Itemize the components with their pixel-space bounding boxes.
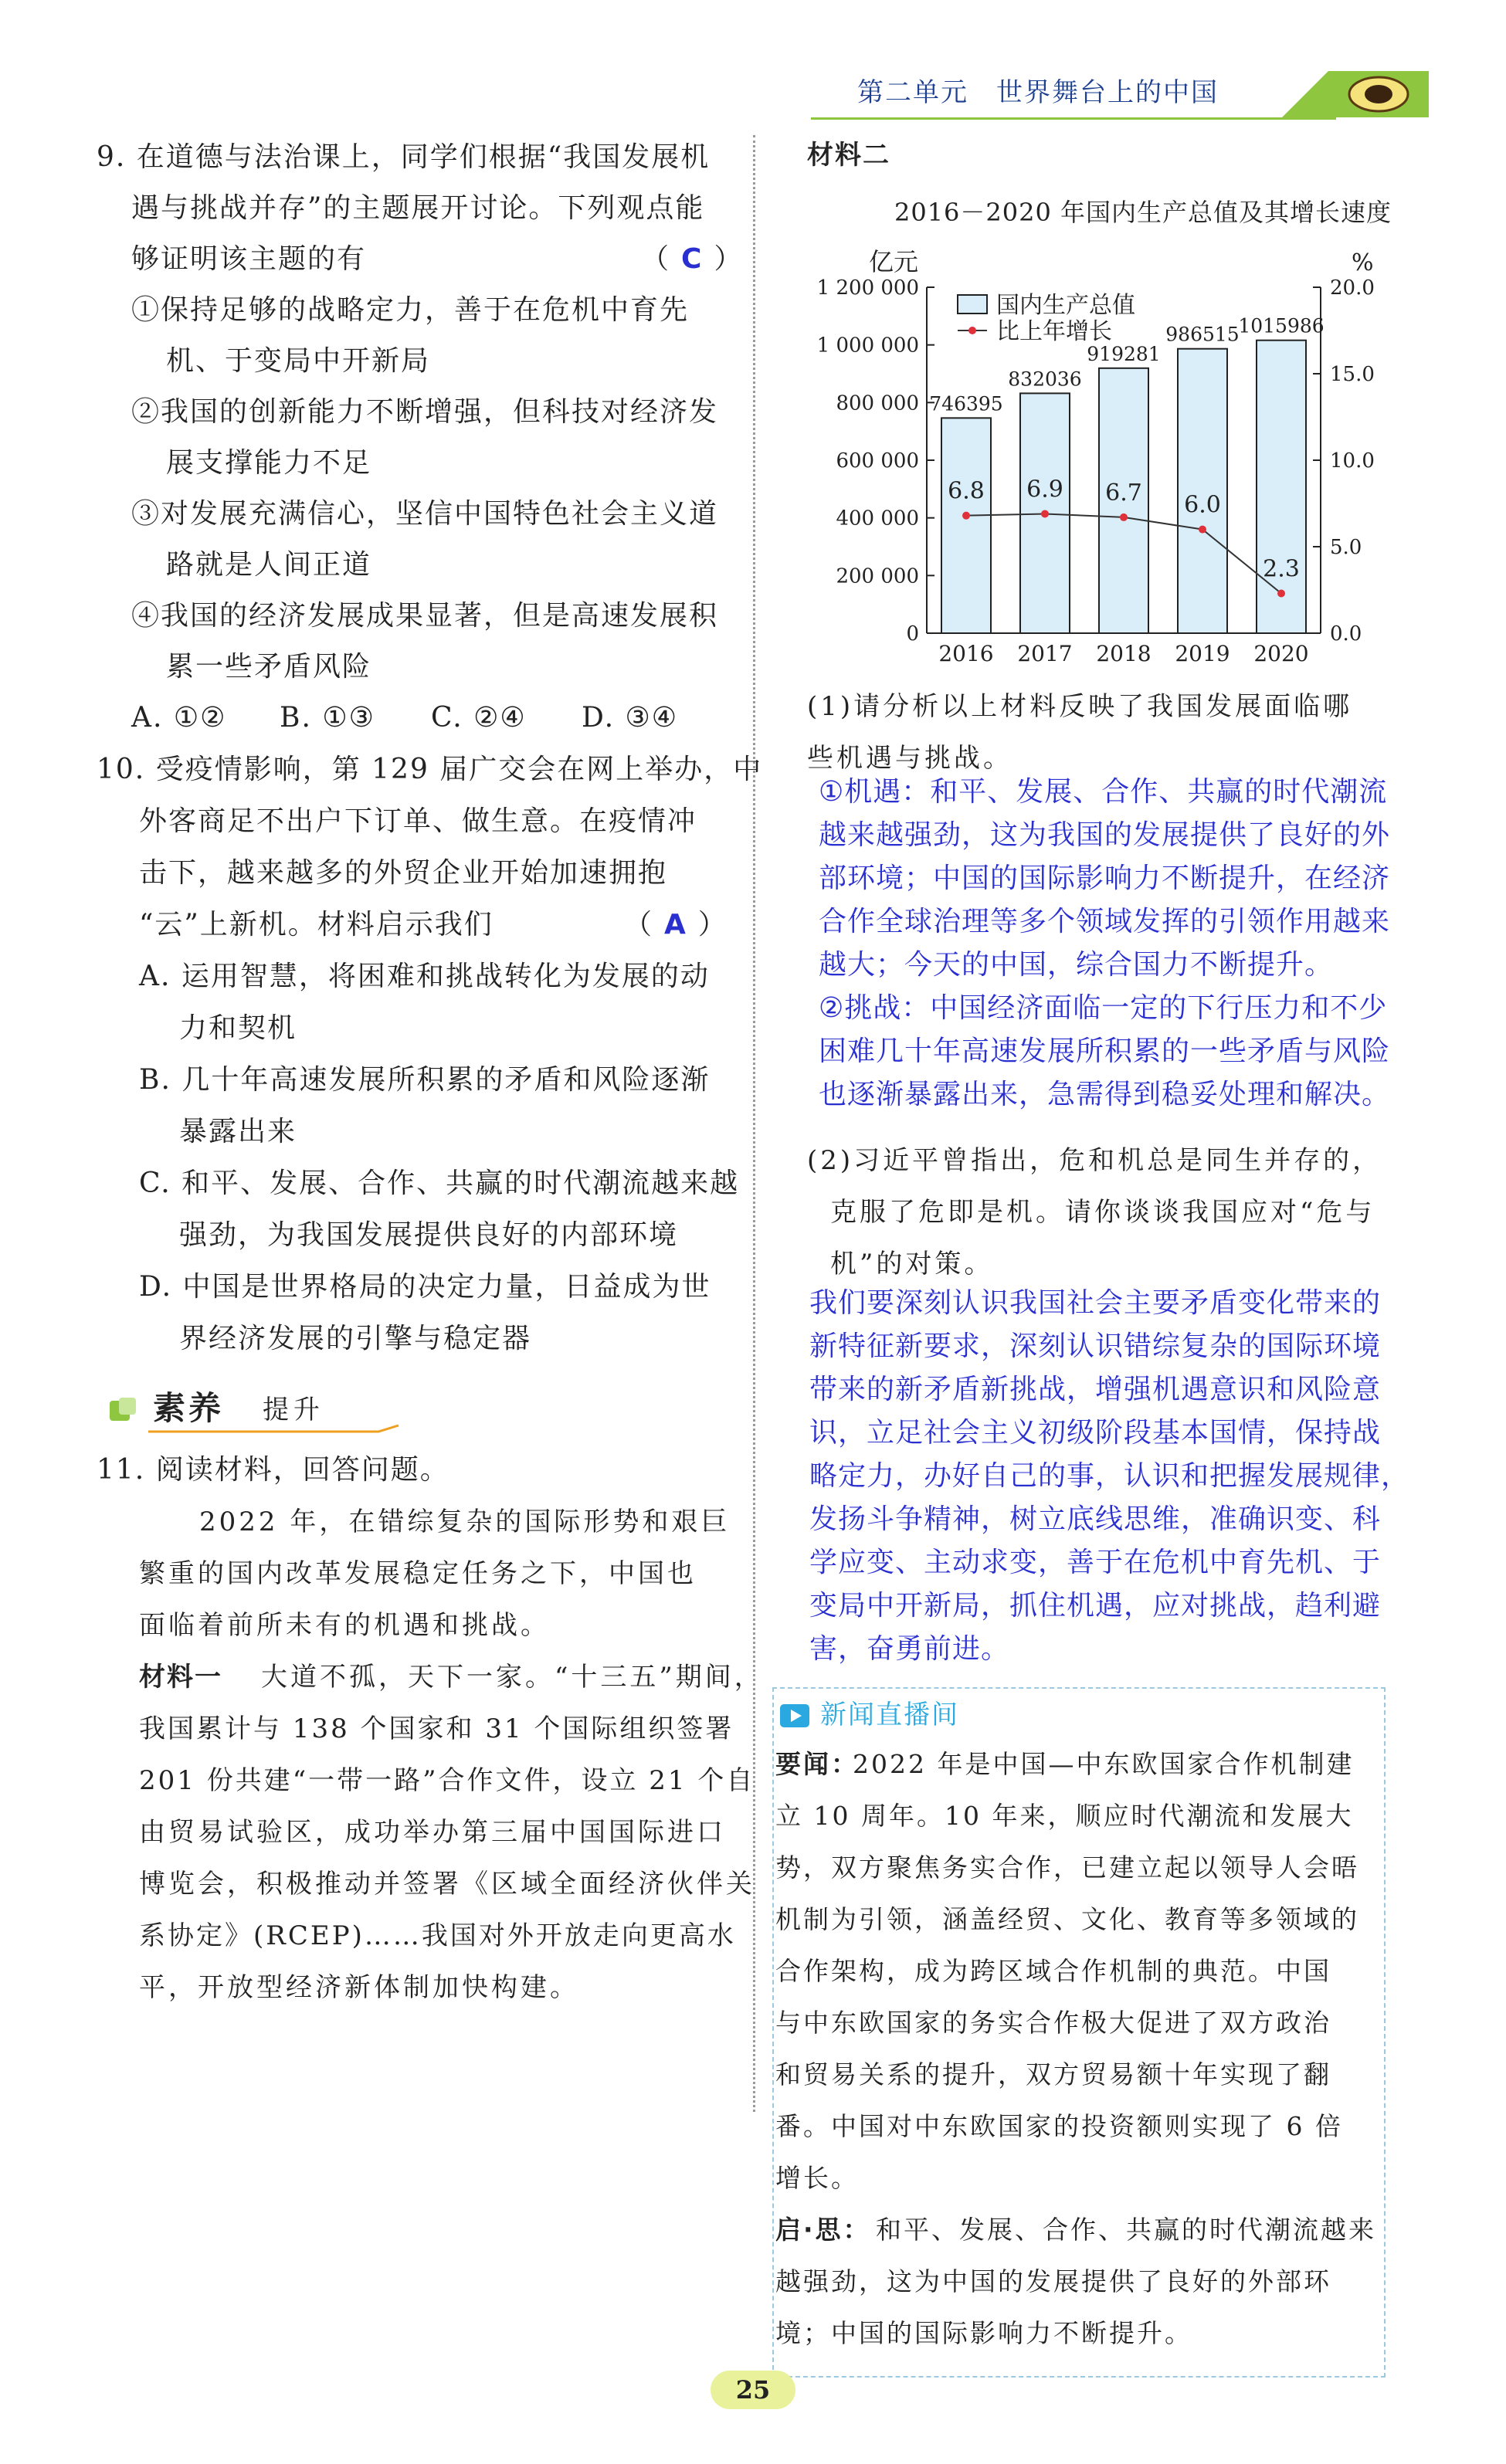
chart-svg	[795, 193, 1460, 687]
material1-line: 博览会，积极推动并签署《区域全面经济伙伴关	[139, 1869, 755, 1900]
header-rule	[811, 117, 1336, 120]
q11-passage: 2022 年，在错综复杂的国际形势和艰巨	[199, 1507, 731, 1537]
gdp-bar	[941, 418, 991, 633]
answer2-line: 略定力，办好自己的事，认识和把握发展规律，	[809, 1460, 1410, 1492]
left-tick-label: 0	[906, 622, 919, 646]
right-tick-label: 20.0	[1330, 276, 1375, 300]
q9-item: ①保持足够的战略定力，善于在危机中育先	[131, 294, 690, 326]
news-line: 与中东欧国家的务实合作极大促进了双方政治	[775, 2008, 1331, 2038]
material1-line: 平，开放型经济新体制加快构建。	[139, 1972, 579, 2003]
news-line: 增长。	[775, 2163, 859, 2193]
gdp-bar-label: 1015986	[1238, 314, 1325, 337]
material2-label: 材料二	[807, 140, 890, 171]
right-axis-unit: %	[1352, 249, 1374, 276]
growth-point	[1041, 510, 1049, 517]
section-title: 素养	[153, 1389, 225, 1427]
answer1-line: ②挑战：中国经济面临一定的下行压力和不少	[819, 992, 1388, 1024]
section-heading	[108, 1382, 402, 1436]
q10-option: C. 和平、发展、合作、共赢的时代潮流越来越	[139, 1168, 740, 1199]
news-play-icon	[780, 1703, 811, 1729]
right-tick-label: 10.0	[1330, 449, 1375, 473]
gdp-chart	[795, 193, 1460, 687]
q10-answer-bracket: （ A ）	[624, 909, 728, 941]
gdp-bar-label: 746395	[929, 392, 1003, 415]
sub1-line: 些机遇与挑战。	[807, 743, 1012, 774]
news-line: 番。中国对中东欧国家的投资额则实现了 6 倍	[775, 2111, 1343, 2141]
q9-answer: C	[681, 243, 704, 275]
x-tick-label: 2017	[1017, 641, 1073, 666]
column-divider	[753, 135, 755, 2112]
right-tick-label: 15.0	[1330, 363, 1375, 386]
sub1-line: (1)请分析以上材料反映了我国发展面临哪	[807, 691, 1353, 722]
material1-label: 材料一	[139, 1662, 222, 1693]
q9-item: 展支撑能力不足	[166, 447, 372, 479]
growth-point	[1199, 526, 1206, 534]
gdp-bar-label: 986515	[1165, 323, 1240, 346]
gdp-bar	[1257, 341, 1306, 633]
answer2-line: 学应变、主动求变，善于在危机中育先机、于	[809, 1547, 1382, 1578]
q9-option: D. ③④	[582, 702, 679, 734]
q10-line: 外客商足不出户下订单、做生意。在疫情冲	[139, 805, 697, 837]
q9-item: ③对发展充满信心，坚信中国特色社会主义道	[131, 498, 719, 530]
q9-item: ④我国的经济发展成果显著，但是高速发展积	[131, 600, 719, 632]
news-label-reflection: 启·思：	[775, 2215, 871, 2245]
section-underline	[147, 1424, 402, 1436]
x-tick-label: 2020	[1253, 641, 1309, 666]
right-tick-label: 0.0	[1330, 622, 1362, 646]
left-tick-label: 1 000 000	[816, 334, 919, 358]
q10-option: 界经济发展的引擎与稳定器	[179, 1323, 532, 1354]
section-leaf-icon	[108, 1396, 139, 1424]
q9-option: A. ①②	[131, 702, 227, 734]
news-box	[772, 1687, 1386, 2378]
answer1-line: ①机遇：和平、发展、合作、共赢的时代潮流	[819, 776, 1388, 808]
q9-line: 遇与挑战并存”的主题展开讨论。下列观点能	[131, 192, 705, 224]
header-title: 第二单元 世界舞台上的中国	[857, 77, 1219, 108]
left-tick-label: 200 000	[836, 564, 919, 588]
q10-option: 暴露出来	[179, 1116, 297, 1147]
news-line: 和平、发展、合作、共赢的时代潮流越来	[876, 2215, 1376, 2245]
news-line: 合作架构，成为跨区域合作机制的典范。中国	[775, 1956, 1331, 1986]
answer1-line: 困难几十年高速发展所积累的一些矛盾与风险	[819, 1035, 1391, 1067]
news-line: 势，双方聚焦务实合作，已建立起以领导人会晤	[775, 1852, 1359, 1883]
material1-line: 系协定》(RCEP)……我国对外开放走向更高水	[139, 1920, 736, 1951]
news-line: 和贸易关系的提升，双方贸易额十年实现了翻	[775, 2059, 1331, 2089]
x-tick-label: 2019	[1175, 641, 1230, 666]
news-title: 新闻直播间	[820, 1700, 959, 1730]
answer2-line: 害，奋勇前进。	[809, 1633, 1010, 1665]
q10-option: A. 运用智慧，将困难和挑战转化为发展的动	[139, 961, 710, 992]
sub2-line: 机”的对策。	[830, 1249, 994, 1279]
q9-item: 机、于变局中开新局	[166, 345, 431, 377]
growth-label: 6.9	[1026, 476, 1063, 503]
answer2-line: 变局中开新局，抓住机遇，应对挑战，趋利避	[809, 1590, 1382, 1622]
q9-line: 9. 在道德与法治课上，同学们根据“我国发展机	[97, 141, 711, 173]
news-line: 境；中国的国际影响力不断提升。	[775, 2318, 1192, 2348]
chart-title: 2016－2020 年国内生产总值及其增长速度	[894, 198, 1392, 227]
growth-label: 6.0	[1184, 491, 1221, 519]
growth-point	[962, 512, 970, 520]
q10-option: D. 中国是世界格局的决定力量，日益成为世	[139, 1271, 711, 1303]
left-tick-label: 1 200 000	[816, 276, 919, 300]
q9-item: 累一些矛盾风险	[166, 651, 372, 683]
material1-line: 大道不孤，天下一家。“十三五”期间，	[261, 1662, 764, 1693]
answer2-line: 新特征新要求，深刻认识错综复杂的国际环境	[809, 1330, 1382, 1362]
answer2-line: 识，立足社会主义初级阶段基本国情，保持战	[809, 1417, 1382, 1449]
answer1-line: 也逐渐暴露出来，急需得到稳妥处理和解决。	[819, 1079, 1391, 1110]
growth-label: 6.8	[948, 477, 985, 505]
growth-point	[1120, 513, 1128, 521]
header-bar	[811, 68, 1367, 119]
q10-line: “云”上新机。材料启示我们	[139, 909, 494, 941]
gdp-bar-label: 919281	[1087, 342, 1161, 365]
growth-label: 2.3	[1263, 555, 1300, 583]
q10-option: 强劲，为我国发展提供良好的内部环境	[179, 1219, 679, 1251]
answer2-line: 带来的新矛盾新挑战，增强机遇意识和风险意	[809, 1374, 1382, 1405]
news-line: 立 10 周年。10 年来，顺应时代潮流和发展大	[775, 1801, 1354, 1831]
left-axis-unit: 亿元	[869, 247, 919, 276]
q10-line: 击下，越来越多的外贸企业开始加速拥抱	[139, 857, 668, 889]
material1-line: 由贸易试验区，成功举办第三届中国国际进口	[139, 1817, 726, 1848]
q9-answer-bracket: （ C ）	[641, 243, 744, 275]
news-line: 机制为引领，涵盖经贸、文化、教育等多领域的	[775, 1904, 1359, 1934]
news-title-bar	[780, 1695, 1012, 1735]
legend-bar-swatch	[958, 295, 987, 314]
q11-passage: 繁重的国内改革发展稳定任务之下，中国也	[139, 1558, 697, 1589]
gdp-bar-label: 832036	[1008, 368, 1082, 391]
sub2-line: 克服了危即是机。请你谈谈我国应对“危与	[830, 1197, 1375, 1228]
q9-option: C. ②④	[431, 702, 527, 734]
right-tick-label: 5.0	[1330, 536, 1362, 559]
section-subtitle: 提升	[263, 1395, 324, 1425]
q10-answer: A	[664, 909, 687, 941]
answer1-line: 合作全球治理等多个领域发挥的引领作用越来	[819, 906, 1391, 937]
answer2-line: 我们要深刻认识我国社会主要矛盾变化带来的	[809, 1287, 1382, 1319]
header-leaf-icon	[1282, 68, 1436, 119]
answer1-line: 部环境；中国的国际影响力不断提升，在经济	[819, 863, 1391, 894]
answer1-line: 越大；今天的中国，综合国力不断提升。	[819, 949, 1334, 981]
legend-bar-label: 国内生产总值	[996, 292, 1135, 319]
q9-item: ②我国的创新能力不断增强，但科技对经济发	[131, 396, 719, 428]
q10-option: 力和契机	[179, 1012, 297, 1044]
legend-line-label: 比上年增长	[996, 318, 1112, 345]
news-label-headline: 要闻：	[775, 1749, 859, 1779]
q11-passage: 面临着前所未有的机遇和挑战。	[139, 1610, 550, 1641]
news-line: 2022 年是中国—中东欧国家合作机制建	[853, 1749, 1355, 1779]
left-tick-label: 600 000	[836, 449, 919, 473]
page-number: 25	[735, 2375, 771, 2405]
legend-line-marker	[968, 327, 976, 334]
news-line: 越强劲，这为中国的发展提供了良好的外部环	[775, 2266, 1331, 2296]
x-tick-label: 2018	[1096, 641, 1152, 666]
q11-intro: 11. 阅读材料，回答问题。	[97, 1454, 449, 1486]
q10-line: 10. 受疫情影响，第 129 届广交会在网上举办，中	[97, 754, 763, 785]
page-number-badge	[711, 2371, 795, 2409]
growth-point	[1277, 589, 1285, 597]
growth-label: 6.7	[1105, 479, 1142, 507]
q10-option: B. 几十年高速发展所积累的矛盾和风险逐渐	[139, 1064, 711, 1096]
material1-line: 201 份共建“一带一路”合作文件，设立 21 个自	[139, 1765, 755, 1796]
left-tick-label: 400 000	[836, 507, 919, 530]
x-tick-label: 2016	[938, 641, 994, 666]
answer1-line: 越来越强劲，这为我国的发展提供了良好的外	[819, 819, 1391, 851]
q9-item: 路就是人间正道	[166, 549, 372, 581]
q9-option: B. ①③	[280, 702, 375, 734]
left-tick-label: 800 000	[836, 391, 919, 415]
answer2-line: 发扬斗争精神，树立底线思维，准确识变、科	[809, 1503, 1382, 1535]
sub2-line: (2)习近平曾指出，危和机总是同生并存的，	[807, 1145, 1382, 1176]
material1-line: 我国累计与 138 个国家和 31 个国际组织签署	[139, 1713, 734, 1744]
q9-line: 够证明该主题的有	[131, 243, 367, 275]
